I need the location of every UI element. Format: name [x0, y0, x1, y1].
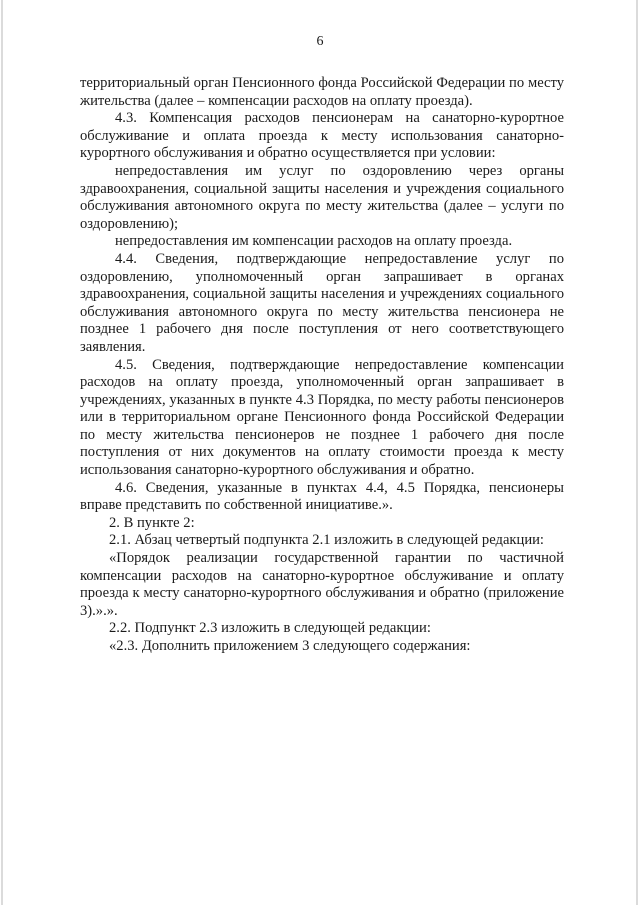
scan-edge-left — [1, 0, 3, 905]
scan-edge-right — [636, 0, 638, 905]
paragraph-item-2-1: 2.1. Абзац четвертый подпункта 2.1 изложить в следующей редакции: — [109, 532, 544, 549]
paragraph-4-3: 4.3. Компенсация расходов пенсионерам на санаторно-курортное обслуживание и оплата проезда к месту использования санаторно-курортного обслуживания и обратно осуществляется при условии: — [80, 110, 564, 162]
paragraph-item-2-2: 2.2. Подпункт 2.3 изложить в следующей редакции: — [109, 620, 431, 637]
paragraph-condition-2: непредоставления им компенсации расходов на оплату проезда. — [115, 233, 513, 250]
paragraph-4-5: 4.5. Сведения, подтверждающие непредоставление компенсации расходов на оплату проезда, уполномоченный орган запрашивает в учреждениях, указанных в пункте 4.3 Порядка, по месту работы пенсионеров или в территориальном органе Пенсионного фонда Российской Федерации по месту жительства пенсионеров не позднее 1 рабочего дня после поступления от них документов на оплату стоимости проезда к месту использования санаторно-курортного обслуживания и обратно. — [80, 356, 564, 479]
document-body — [80, 75, 564, 656]
paragraph-item-2-3: «2.3. Дополнить приложением 3 следующего содержания: — [109, 638, 471, 654]
paragraph-quote: «Порядок реализации государственной гарантии по частичной компенсации расходов на санаторно-курортное обслуживание и оплату проезда к месту санаторно-курортного обслуживания и обратно (приложение 3).».». — [80, 550, 564, 619]
paragraph-continuation: территориальный орган Пенсионного фонда Российской Федерации по месту жительства (далее – компенсации расходов на оплату проезда). — [80, 75, 564, 109]
paragraph-item-2: 2. В пункте 2: — [109, 514, 195, 531]
paragraph-4-4: 4.4. Сведения, подтверждающие непредоставление услуг по оздоровлению, уполномоченный орган запрашивает в органах здравоохранения, социальной защиты населения и учреждениях социального обслуживания автономного округа по месту жительства пенсионера не позднее 1 рабочего дня после поступления от него соответствующего заявления. — [80, 250, 564, 355]
page-number: 6 — [316, 34, 324, 49]
paragraph-condition-1: непредоставления им услуг по оздоровлению через органы здравоохранения, социальной защиты населения и учреждения социального обслуживания автономного округа по месту жительства (далее – услуги по оздоровлению); — [80, 162, 564, 232]
paragraph-4-6: 4.6. Сведения, указанные в пунктах 4.4, 4.5 Порядка, пенсионеры вправе представить по собственной инициативе.». — [80, 479, 564, 514]
